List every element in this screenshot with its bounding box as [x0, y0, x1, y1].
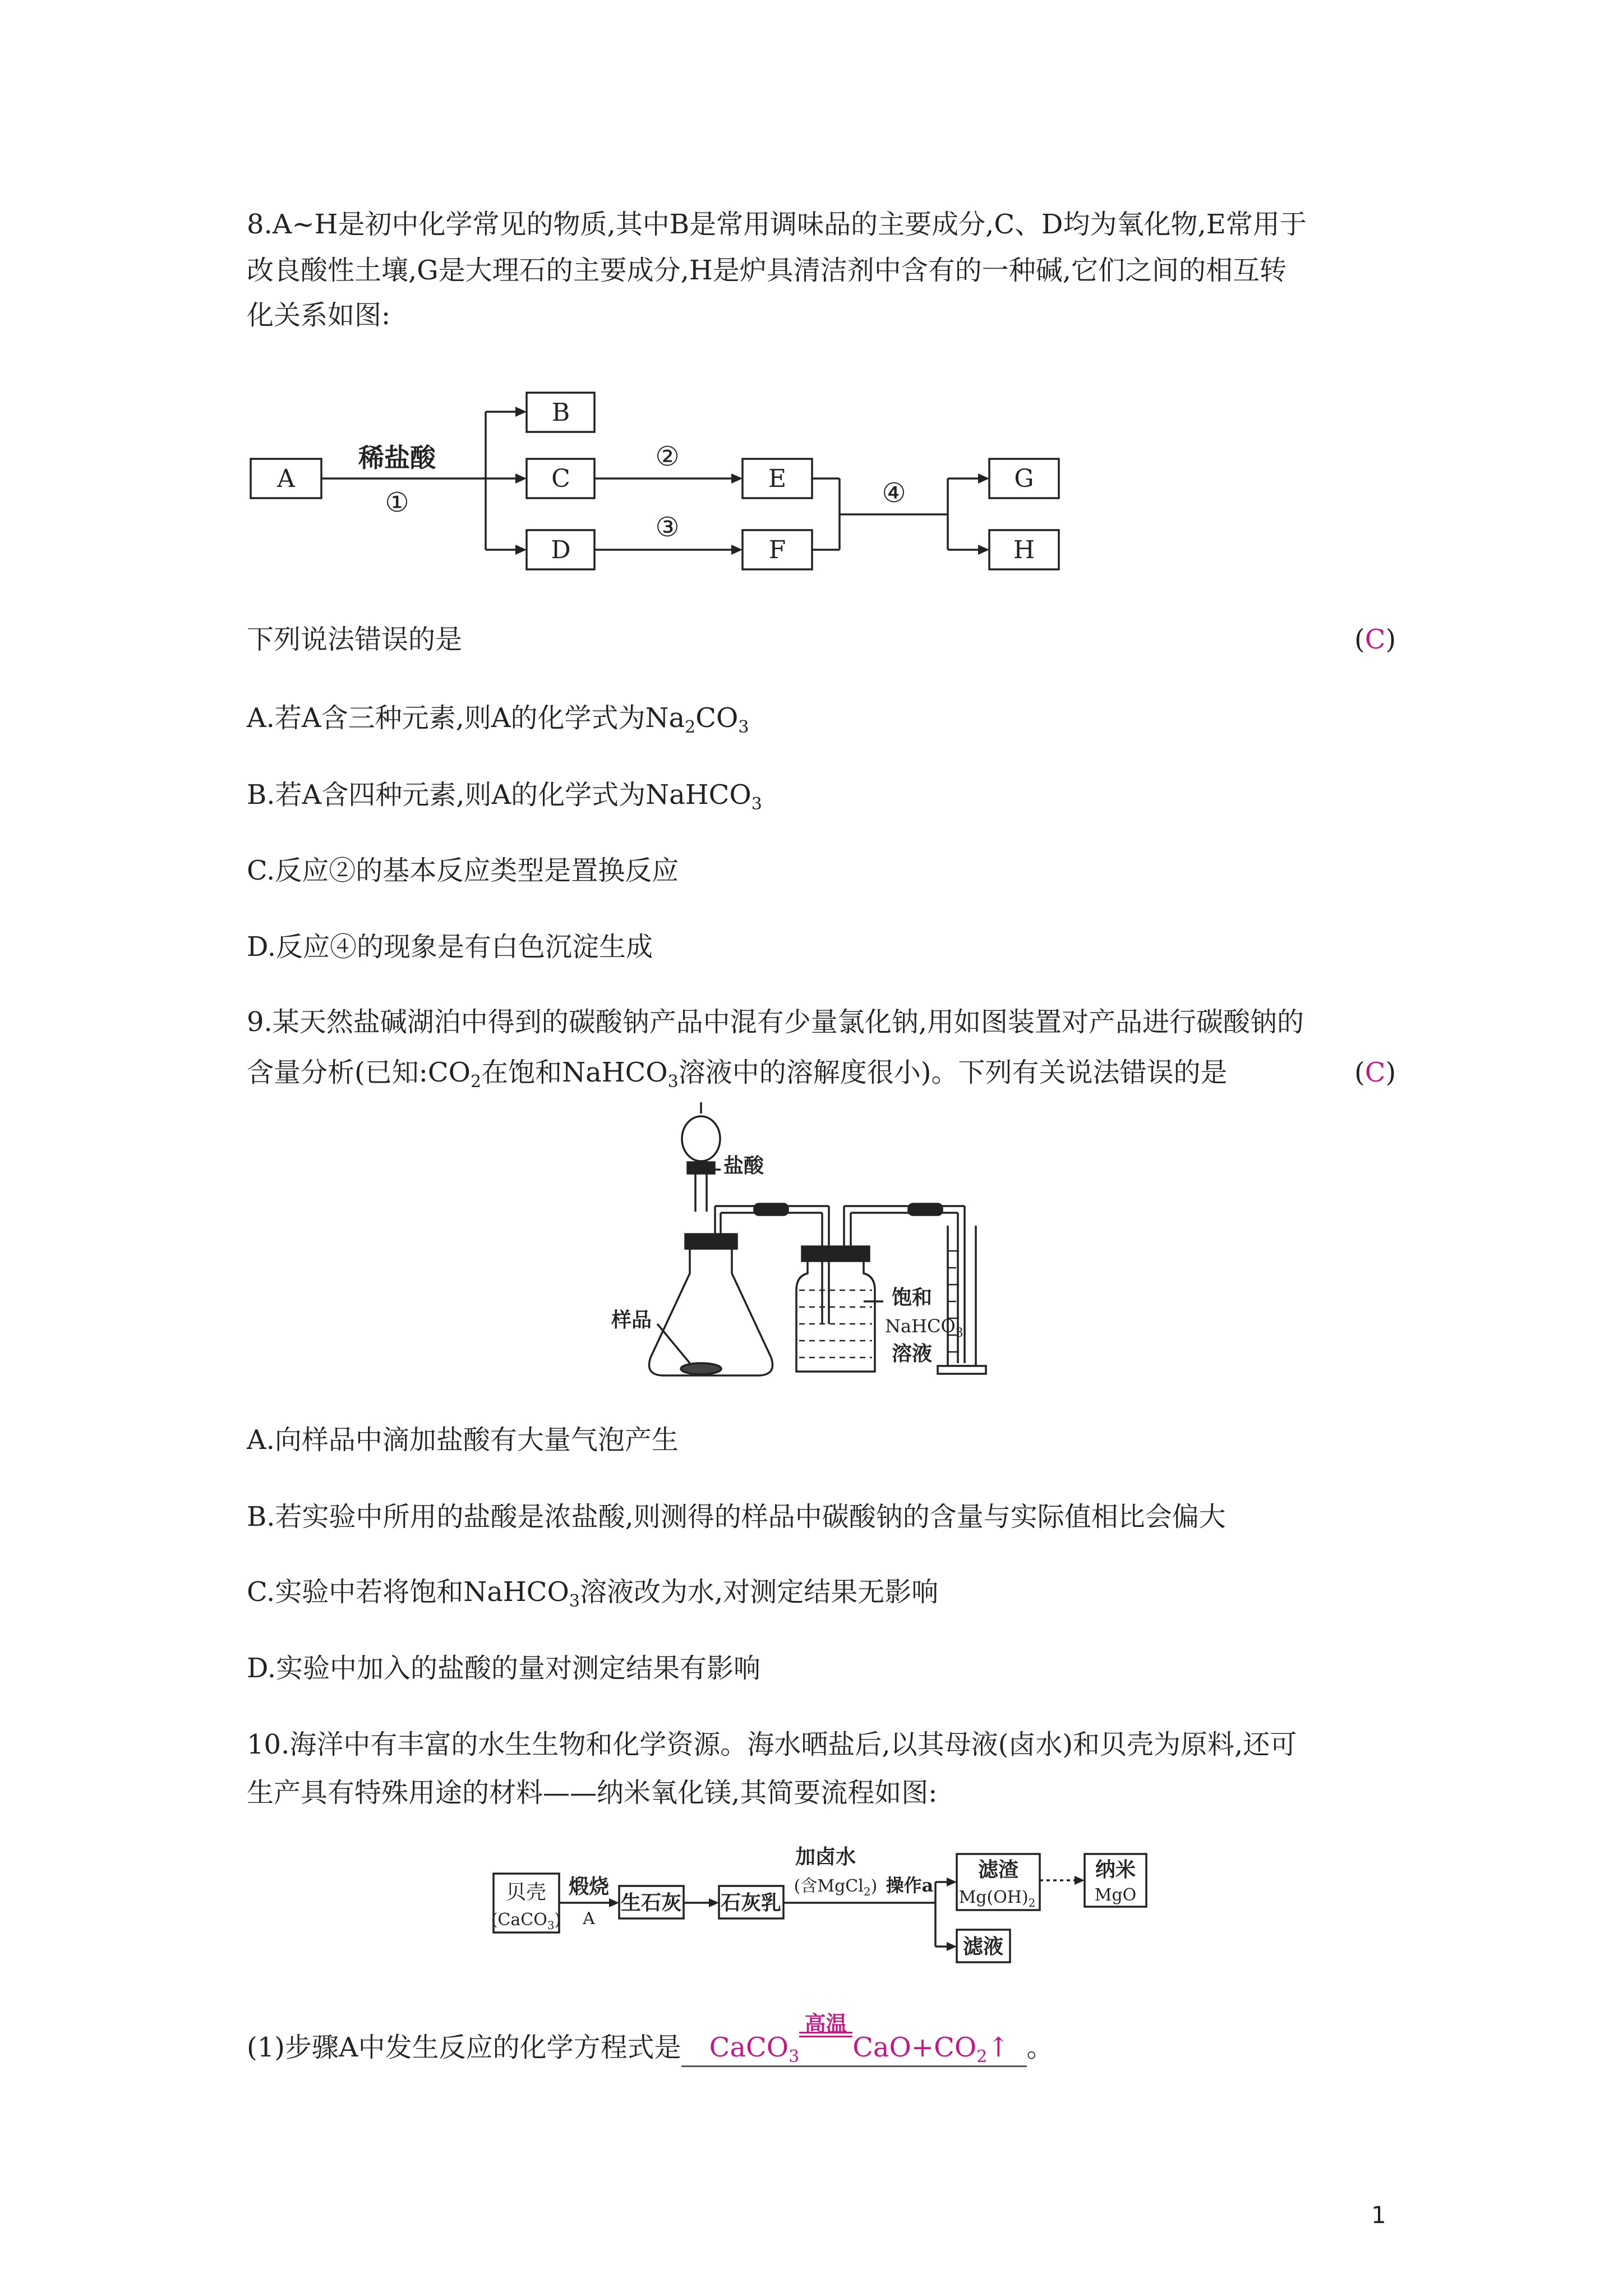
q8-node-c: C [551, 464, 570, 493]
q10-sub1-condition: 高温 [804, 2011, 847, 2036]
q10-stem-line1: 10.海洋中有丰富的水生生物和化学资源。海水晒盐后,以其母液(卤水)和贝壳为原料,还可 [247, 1729, 1297, 1760]
q10-box-shell-line1: 贝壳 [505, 1881, 547, 1904]
q8-option-a: A.若A含三种元素,则A的化学式为$Na_2CO_3$ [247, 702, 749, 737]
q9-solution-label-line2: NaHCO$_3$ [885, 1315, 963, 1340]
q8-option-d: D.反应④的现象是有白色沉淀生成 [247, 931, 653, 963]
q10-box-shell-line2: (CaCO$_3$) [491, 1910, 561, 1932]
q9-option-a: A.向样品中滴加盐酸有大量气泡产生 [247, 1424, 679, 1456]
q9-stem-line1: 9.某天然盐碱湖泊中得到的碳酸钠产品中混有少量氯化钠,用如图装置对产品进行碳酸钠的 [247, 1006, 1304, 1038]
q8-step3-label: ③ [655, 512, 680, 543]
q8-node-e: E [768, 464, 787, 493]
q9-option-d: D.实验中加入的盐酸的量对测定结果有影响 [247, 1653, 761, 1684]
q8-stem-line3: 化关系如图: [247, 300, 391, 331]
q8-answer-bracket: (C) [1354, 624, 1396, 655]
q9-solution-label-line3: 溶液 [892, 1342, 933, 1365]
q8-step1-label: ① [385, 487, 409, 518]
q8-step4-label: ④ [882, 477, 906, 509]
q8-option-c: C.反应②的基本反应类型是置换反应 [247, 855, 679, 886]
page-number: 1 [1371, 2201, 1386, 2229]
q8-node-a: A [277, 464, 295, 493]
q10-box-filtrate-label: 滤液 [962, 1935, 1004, 1958]
q8-option-b: B.若A含四种元素,则A的化学式为NaHCO$_3$ [247, 779, 762, 814]
q9-solution-label-line1: 饱和 [892, 1286, 933, 1309]
q8-answer: C [1364, 624, 1386, 655]
q8-reagent-label: 稀盐酸 [358, 443, 436, 473]
q10-arrow-brine-label: 加卤水 [795, 1845, 856, 1869]
q10-arrow-calcine-label: 煅烧 [568, 1875, 610, 1898]
q10-stem-line2: 生产具有特殊用途的材料——纳米氧化镁,其简要流程如图: [247, 1777, 938, 1809]
q10-arrow-step-a-label: A [583, 1909, 595, 1929]
q8-stem-line2: 改良酸性土壤,G是大理石的主要成分,H是炉具清洁剂中含有的一种碱,它们之间的相互转 [247, 255, 1287, 286]
q8-node-h: H [1013, 536, 1035, 564]
q10-sub1-answer-blank: CaCO$_3$ 高温 $CaO+CO_2↑$ [681, 2030, 1027, 2067]
q8-prompt: 下列说法错误的是 [247, 624, 463, 655]
q10-box-quicklime-label: 生石灰 [620, 1891, 682, 1915]
q8-node-b: B [551, 398, 570, 427]
q10-box-limemilk-label: 石灰乳 [720, 1891, 782, 1915]
q10-box-residue-line2: $Mg(OH)_2$ [958, 1888, 1036, 1910]
q9-answer: C [1364, 1057, 1386, 1088]
q9-acid-label: 盐酸 [723, 1154, 764, 1177]
q9-option-b: B.若实验中所用的盐酸是浓盐酸,则测得的样品中碳酸钠的含量与实际值相比会偏大 [247, 1501, 1226, 1533]
q10-sub1: (1)步骤A中发生反应的化学方程式是 CaCO$_3$ 高温 $CaO+CO_2↑$ 。 [247, 2030, 1054, 2067]
q8-step2-label: ② [655, 441, 680, 472]
q8-node-d: D [551, 536, 571, 564]
q10-arrow-brine-formula: (含MgCl$_2$) [794, 1876, 878, 1898]
q9-answer-bracket: (C) [1354, 1057, 1396, 1088]
q9-option-c: C.实验中若将饱和NaHCO$_3$溶液改为水,对测定结果无影响 [247, 1576, 939, 1611]
q8-stem-line1: 8.A~H是初中化学常见的物质,其中B是常用调味品的主要成分,C、D均为氧化物,E常用于 [247, 209, 1307, 240]
q10-box-nano-line2: MgO [1094, 1885, 1137, 1905]
q9-sample-label: 样品 [611, 1308, 652, 1332]
q8-node-f: F [768, 536, 786, 564]
q8-node-g: G [1014, 464, 1034, 493]
q9-stem-line2: 含量分析(已知$:CO_2$在饱和NaHCO$_3$溶液中的溶解度很小)。下列有关说法错误的是 [247, 1057, 1228, 1092]
q10-arrow-operation-a-label: 操作a [886, 1875, 934, 1896]
q10-box-residue-line1: 滤渣 [978, 1858, 1019, 1881]
q10-box-nano-line1: 纳米 [1095, 1858, 1136, 1881]
